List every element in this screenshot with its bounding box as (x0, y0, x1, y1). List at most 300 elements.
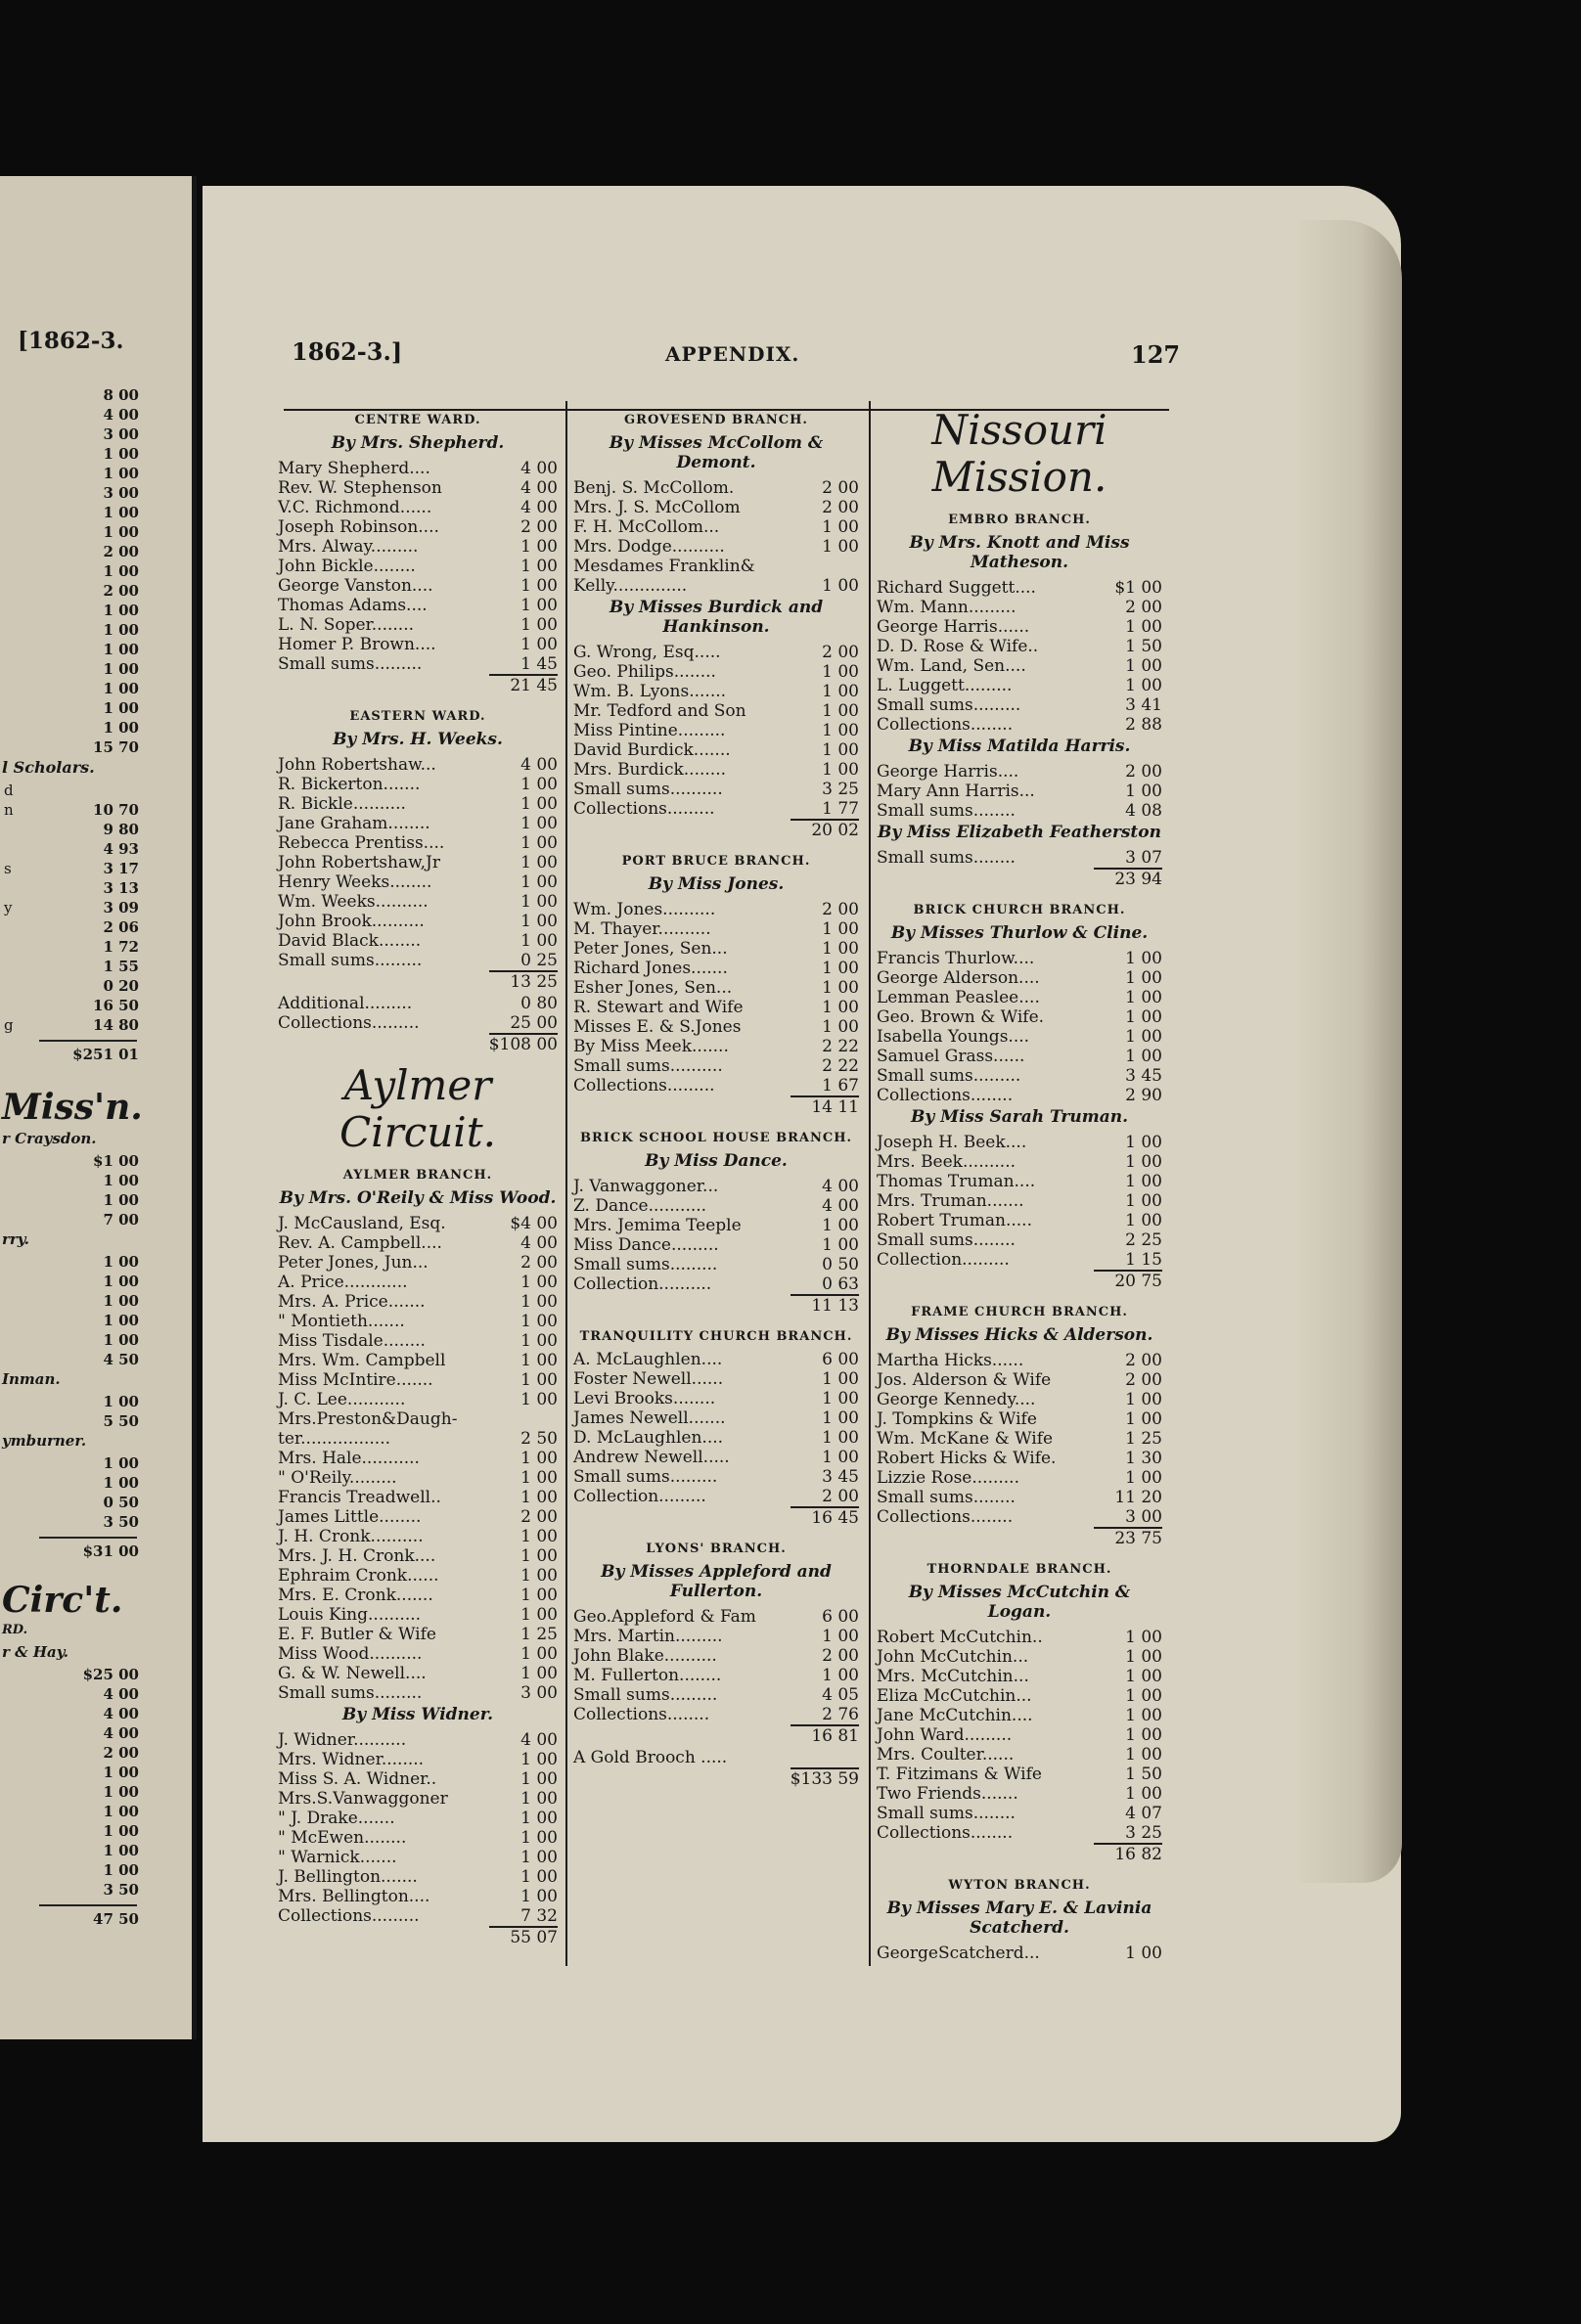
section-total (278, 970, 558, 994)
ledger-row (877, 1725, 1162, 1745)
left-ledger-row (0, 1822, 147, 1842)
ledger-row (278, 517, 558, 537)
ledger-row (877, 598, 1162, 617)
donation-amount: 1 00 (520, 892, 558, 912)
ledger-row (573, 1408, 859, 1428)
donation-amount: 1 00 (520, 1292, 558, 1312)
collector-heading: By Misses Mary E. & Lavinia Scatcherd. (886, 1899, 1152, 1938)
ledger-row (573, 1646, 859, 1666)
left-collector-fragment: ymburner. (2, 1432, 87, 1450)
donor-name: Mrs. Hale........... (278, 1449, 420, 1468)
ledger-row (877, 1172, 1162, 1191)
donation-amount: 0 25 (520, 951, 558, 970)
donation-amount: 2 00 (822, 643, 859, 662)
donor-name: Lemman Peaslee.... (877, 988, 1040, 1007)
ledger-row (877, 949, 1162, 968)
left-ledger-row (0, 958, 147, 977)
donor-name: " O'Reily......... (278, 1468, 397, 1488)
ledger-row (278, 478, 558, 498)
left-ledger-row (0, 1292, 147, 1312)
donation-amount: 11 20 (1114, 1488, 1162, 1507)
donation-amount: 1 00 (822, 517, 859, 537)
donation-amount: 3 00 (1125, 1507, 1162, 1527)
donation-amount: 7 32 (520, 1906, 558, 1926)
donation-amount: 1 00 (1125, 1211, 1162, 1230)
donor-name: Mrs. Alway......... (278, 537, 419, 557)
ledger-row (877, 1804, 1162, 1823)
grand-total (278, 1033, 558, 1056)
left-amount: 3 50 (103, 1881, 139, 1899)
left-amount: 1 00 (103, 1803, 139, 1820)
circuit-heading: Nissouri Mission. (931, 406, 1107, 501)
ledger-row (278, 1292, 558, 1312)
ledger-row (877, 1086, 1162, 1105)
donor-name: J. Bellington....... (278, 1867, 418, 1887)
donation-amount: 4 00 (520, 1730, 558, 1750)
ledger-row (573, 576, 859, 596)
left-ledger-row (0, 801, 147, 821)
ledger-row (278, 1750, 558, 1769)
donation-amount: 1 00 (822, 1666, 859, 1685)
donation-amount: 3 45 (822, 1467, 859, 1487)
left-amount: 3 09 (103, 899, 139, 916)
ledger-row (573, 1177, 859, 1196)
donor-name: Mrs. Jemima Teeple (573, 1216, 742, 1235)
left-amount: 1 00 (103, 1312, 139, 1329)
donor-name: David Black........ (278, 931, 422, 951)
donation-amount: 1 00 (520, 1664, 558, 1683)
donor-name: Mr. Tedford and Son (573, 701, 746, 721)
ledger-row (573, 517, 859, 537)
ledger-row (877, 1468, 1162, 1488)
donor-name: Robert Truman..... (877, 1211, 1032, 1230)
donor-name: Samuel Grass...... (877, 1047, 1025, 1066)
donation-amount: 1 00 (520, 1331, 558, 1351)
donor-name: Francis Thurlow.... (877, 949, 1035, 968)
total-amount: 16 81 (811, 1726, 859, 1746)
donation-amount: 1 00 (1125, 1468, 1162, 1488)
ledger-row (278, 1586, 558, 1605)
donation-amount: 1 00 (520, 615, 558, 635)
left-amount: 3 00 (103, 425, 139, 443)
donor-name: G. Wrong, Esq..... (573, 643, 721, 662)
donor-name: Rebecca Prentiss.... (278, 833, 445, 853)
left-amount: 1 00 (103, 1822, 139, 1840)
ledger-row (278, 635, 558, 654)
left-amount: 8 00 (103, 386, 139, 404)
ledger-row (573, 478, 859, 498)
donation-amount: 1 00 (520, 853, 558, 872)
left-amount: 1 00 (103, 465, 139, 482)
left-ledger-row (0, 1016, 147, 1036)
ledger-section (278, 1705, 558, 1949)
donation-amount: 3 45 (1125, 1066, 1162, 1086)
collector-heading: By Misses McCutchin & Logan. (908, 1583, 1131, 1622)
grand-total (573, 1767, 859, 1791)
donation-amount: 4 07 (1125, 1804, 1162, 1823)
donation-amount: 1 00 (520, 537, 558, 557)
left-total-rule (39, 1537, 137, 1539)
ledger-row (877, 1706, 1162, 1725)
ledger-row (877, 676, 1162, 695)
ledger-row (573, 740, 859, 760)
donor-name: Mrs.S.Vanwaggoner (278, 1789, 448, 1809)
left-ledger-row (0, 918, 147, 938)
left-amount: 1 00 (103, 1861, 139, 1879)
left-amount: $25 00 (82, 1666, 139, 1683)
left-ledger-row (0, 1331, 147, 1351)
ledger-row (877, 637, 1162, 656)
donor-name: Miss Pintine......... (573, 721, 726, 740)
ledger-row (278, 1351, 558, 1370)
ledger-row (877, 1191, 1162, 1211)
ledger-section (573, 413, 859, 596)
donation-amount: 1 00 (520, 1769, 558, 1789)
donation-amount: 1 00 (822, 1627, 859, 1646)
donor-name: " McEwen........ (278, 1828, 407, 1848)
donation-amount: 1 00 (1125, 1172, 1162, 1191)
ledger-row (573, 1666, 859, 1685)
donation-amount: 6 00 (822, 1607, 859, 1627)
donor-name: Rev. W. Stephenson (278, 478, 442, 498)
donation-amount: 2 00 (1125, 598, 1162, 617)
donor-name: Louis King.......... (278, 1605, 422, 1625)
left-ledger-row (0, 504, 147, 523)
left-ledger-row (0, 465, 147, 484)
donor-name: Mrs. Bellington.... (278, 1887, 430, 1906)
ledger-row (573, 1056, 859, 1076)
ledger-row (278, 775, 558, 794)
left-amount: 3 50 (103, 1513, 139, 1531)
donation-amount: 2 22 (822, 1056, 859, 1076)
section-total (573, 1724, 859, 1748)
ledger-row (278, 1789, 558, 1809)
branch-heading: TRANQUILITY CHURCH BRANCH. (579, 1329, 853, 1344)
ledger-section (573, 1131, 859, 1318)
donor-name: Richard Suggett.... (877, 578, 1036, 598)
ledger-row (877, 1647, 1162, 1667)
donor-name: " J. Drake....... (278, 1809, 395, 1828)
donor-name: Collections........ (877, 1823, 1014, 1843)
donation-amount: 2 90 (1125, 1086, 1162, 1105)
donor-name: Thomas Truman.... (877, 1172, 1036, 1191)
donor-name: Miss McIntire....... (278, 1370, 433, 1390)
left-amount: 14 80 (93, 1016, 139, 1034)
ledger-row (278, 1683, 558, 1703)
donor-name: Small sums........ (877, 801, 1016, 821)
ledger-row (877, 1047, 1162, 1066)
collector-heading: By Mrs. Knott and Miss Matheson. (909, 533, 1130, 572)
ledger-row (877, 715, 1162, 735)
left-amount: 1 00 (103, 621, 139, 639)
ledger-row (877, 1765, 1162, 1784)
ledger-row (877, 1370, 1162, 1390)
total-amount: 55 07 (510, 1928, 558, 1947)
ledger-row (573, 978, 859, 998)
ledger-row (573, 1235, 859, 1255)
donor-name: L. Luggett......... (877, 676, 1013, 695)
left-ledger-row (0, 680, 147, 699)
ledger-row (877, 1507, 1162, 1527)
donation-amount: 1 00 (520, 1449, 558, 1468)
left-amount: 1 00 (103, 445, 139, 463)
ledger-row (573, 1487, 859, 1506)
donor-name: Mary Ann Harris... (877, 782, 1035, 801)
left-amount: 1 00 (103, 1454, 139, 1472)
donation-amount: 3 25 (822, 780, 859, 799)
ledger-row (877, 1133, 1162, 1152)
ledger-row (573, 780, 859, 799)
section-total (278, 674, 558, 697)
left-ledger-row (0, 1046, 147, 1065)
column-2 (573, 401, 859, 1791)
donor-name: ter................. (278, 1429, 391, 1449)
donation-amount: 2 00 (822, 478, 859, 498)
donor-name: Wm. McKane & Wife (877, 1429, 1054, 1449)
donor-name: Ephraim Cronk...... (278, 1566, 439, 1586)
donor-name: George Harris...... (877, 617, 1030, 637)
donor-name: Robert Hicks & Wife. (877, 1449, 1057, 1468)
total-amount: 11 13 (811, 1296, 859, 1316)
donation-amount: 1 00 (1125, 1027, 1162, 1047)
left-amount: 1 00 (103, 562, 139, 580)
section-total (877, 1527, 1162, 1550)
ledger-row (573, 1627, 859, 1646)
ledger-row (278, 498, 558, 517)
left-ledger-row (0, 860, 147, 879)
ledger-row (278, 1867, 558, 1887)
ledger-row (877, 1211, 1162, 1230)
donation-amount: 1 00 (822, 1369, 859, 1389)
total-amount: 16 45 (811, 1508, 859, 1528)
ledger-row (573, 919, 859, 939)
donor-name: Two Friends....... (877, 1784, 1018, 1804)
donor-name: John McCutchin... (877, 1647, 1029, 1667)
donor-name: " Montieth....... (278, 1312, 405, 1331)
left-amount: 1 00 (103, 719, 139, 737)
donation-amount: 1 25 (520, 1625, 558, 1644)
ledger-section (573, 1542, 859, 1791)
ledger-row (877, 1066, 1162, 1086)
donation-amount: 1 00 (520, 1809, 558, 1828)
ledger-row (877, 1488, 1162, 1507)
branch-heading: EMBRO BRANCH. (948, 513, 1091, 527)
donor-name: Collections........ (877, 1507, 1014, 1527)
donation-amount: 1 00 (822, 1408, 859, 1428)
donor-name: Rev. A. Campbell.... (278, 1233, 442, 1253)
donor-name: Small sums........ (877, 1488, 1016, 1507)
left-amount: 3 13 (103, 879, 139, 897)
ledger-section (877, 1878, 1162, 1963)
item-amount: 0 80 (520, 994, 558, 1013)
branch-heading: WYTON BRANCH. (948, 1878, 1091, 1893)
ledger-row (573, 1274, 859, 1294)
left-amount: 10 70 (93, 801, 139, 819)
ledger-row (877, 801, 1162, 821)
left-amount: 2 00 (103, 1744, 139, 1762)
donation-amount: 1 00 (520, 1586, 558, 1605)
donation-amount: 1 00 (520, 1527, 558, 1546)
donation-amount: 1 00 (1125, 1191, 1162, 1211)
donor-name: Mrs. E. Cronk....... (278, 1586, 433, 1605)
left-amount: 1 00 (103, 1783, 139, 1801)
donation-amount: 1 00 (1125, 1706, 1162, 1725)
left-ledger-row (0, 1764, 147, 1783)
section-total (877, 1270, 1162, 1293)
donor-name: Francis Treadwell.. (278, 1488, 441, 1507)
donation-amount: 1 00 (520, 1351, 558, 1370)
donation-amount: 1 50 (1125, 637, 1162, 656)
ledger-row (573, 643, 859, 662)
left-amount: 1 00 (103, 1331, 139, 1349)
column-rule-2 (869, 401, 871, 1966)
left-page-header: [1862-3. (18, 328, 124, 354)
donation-amount: 1 00 (520, 635, 558, 654)
left-amount: 1 00 (103, 1273, 139, 1290)
branch-heading: EASTERN WARD. (349, 709, 486, 724)
donor-name: Wm. Jones.......... (573, 900, 716, 919)
ledger-row (877, 1007, 1162, 1027)
item-name: A Gold Brooch ..... (573, 1748, 728, 1767)
left-ledger-row (0, 484, 147, 504)
donor-name: Mrs. J. H. Cronk.... (278, 1546, 436, 1566)
circuit-heading: Aylmer Circuit. (339, 1061, 496, 1156)
ledger-row (877, 1823, 1162, 1843)
ledger-section (278, 1062, 558, 1703)
donor-name: Mrs. Wm. Campbell (278, 1351, 446, 1370)
donor-name: John Brook.......... (278, 912, 425, 931)
donor-name: David Burdick....... (573, 740, 731, 760)
section-total (573, 1294, 859, 1318)
left-ledger-row (0, 1312, 147, 1331)
left-row-fragment: s (4, 860, 12, 877)
donor-name: Mrs.Preston&Daugh- (278, 1409, 458, 1429)
donation-amount: $1 00 (1114, 578, 1162, 598)
ledger-section (877, 823, 1162, 891)
donor-name: Peter Jones, Jun... (278, 1253, 429, 1273)
ledger-row (278, 1468, 558, 1488)
donation-amount: 1 00 (520, 1312, 558, 1331)
left-amount: 0 20 (103, 977, 139, 995)
left-ledger-row (0, 1881, 147, 1900)
section-total (573, 1506, 859, 1530)
donation-amount: 1 00 (520, 872, 558, 892)
donor-name: Miss Dance......... (573, 1235, 719, 1255)
ledger-row (278, 1507, 558, 1527)
left-amount: 47 50 (93, 1910, 139, 1928)
ledger-row (877, 1250, 1162, 1270)
donation-amount: 1 00 (822, 701, 859, 721)
collector-heading: By Misses Hicks & Alderson. (885, 1325, 1153, 1345)
left-amount: $31 00 (82, 1542, 139, 1560)
left-amount: 9 80 (103, 821, 139, 838)
total-amount: 21 45 (510, 676, 558, 695)
donor-name: Misses E. & S.Jones (573, 1017, 742, 1037)
collector-heading: By Misses Burdick and Hankinson. (609, 598, 824, 637)
donation-amount: 1 00 (520, 576, 558, 596)
section-total (573, 1095, 859, 1119)
left-ledger-row (0, 1542, 147, 1562)
left-ledger-row (0, 738, 147, 758)
donor-name: Joseph Robinson.... (278, 517, 439, 537)
donor-name: George Vanston.... (278, 576, 433, 596)
ledger-row (573, 682, 859, 701)
ledger-row (877, 1628, 1162, 1647)
ledger-row (573, 760, 859, 780)
donation-amount: 1 00 (520, 794, 558, 814)
ledger-row (573, 1467, 859, 1487)
ledger-row (877, 1351, 1162, 1370)
left-ledger-row (0, 1454, 147, 1474)
donor-name: Collections......... (573, 1076, 715, 1095)
donor-name: Mrs. McCutchin... (877, 1667, 1029, 1686)
donor-name: Homer P. Brown.... (278, 635, 436, 654)
donor-name: John Robertshaw... (278, 755, 436, 775)
ledger-row (278, 1273, 558, 1292)
left-row-fragment: n (4, 801, 14, 819)
donation-amount: 1 00 (520, 1546, 558, 1566)
donor-name: Collection......... (877, 1250, 1010, 1270)
donation-amount: 1 00 (822, 1448, 859, 1467)
donation-amount: 1 00 (520, 1828, 558, 1848)
donor-name: Collections......... (278, 1906, 420, 1926)
ledger-row (278, 833, 558, 853)
donor-name: James Newell....... (573, 1408, 726, 1428)
left-amount: 4 00 (103, 406, 139, 424)
donation-amount: 1 00 (520, 1887, 558, 1906)
donor-name: G. & W. Newell.... (278, 1664, 427, 1683)
ledger-row (278, 1828, 558, 1848)
donation-amount: 2 50 (520, 1429, 558, 1449)
donation-amount: 1 00 (520, 1605, 558, 1625)
total-amount: 16 82 (1114, 1845, 1162, 1864)
donor-name: Geo. Brown & Wife. (877, 1007, 1045, 1027)
ledger-row (573, 1389, 859, 1408)
ledger-row (877, 1784, 1162, 1804)
donation-amount: 2 00 (822, 1646, 859, 1666)
donor-name: Kelly.............. (573, 576, 688, 596)
donor-name: Richard Jones....... (573, 959, 728, 978)
ledger-row (278, 755, 558, 775)
left-ledger-row (0, 406, 147, 425)
donation-amount: 2 22 (822, 1037, 859, 1056)
column-rule-1 (565, 401, 567, 1966)
donation-amount: 1 45 (520, 654, 558, 674)
donor-name: Collections........ (573, 1705, 710, 1724)
donation-amount: 3 25 (1125, 1823, 1162, 1843)
donor-name: Mrs. Widner........ (278, 1750, 425, 1769)
ledger-row (877, 988, 1162, 1007)
item-name: Collections......... (278, 1013, 420, 1033)
donor-name: James Little........ (278, 1507, 422, 1527)
donor-name: Wm. Weeks.......... (278, 892, 429, 912)
donation-amount: 1 00 (822, 1235, 859, 1255)
donor-name: By Miss Meek....... (573, 1037, 729, 1056)
left-ledger-row (0, 1513, 147, 1533)
left-amount: 1 00 (103, 1842, 139, 1859)
left-amount: $251 01 (72, 1046, 139, 1063)
left-ledger-row (0, 1783, 147, 1803)
left-ledger-row (0, 1211, 147, 1230)
donor-name: Peter Jones, Sen... (573, 939, 728, 959)
donation-amount: 4 08 (1125, 801, 1162, 821)
ledger-row (278, 1906, 558, 1926)
section-total (278, 1926, 558, 1949)
donor-name: D. McLaughlen.... (573, 1428, 724, 1448)
ledger-row (278, 1253, 558, 1273)
donor-name: Mrs. A. Price....... (278, 1292, 426, 1312)
donation-amount: 1 00 (520, 557, 558, 576)
